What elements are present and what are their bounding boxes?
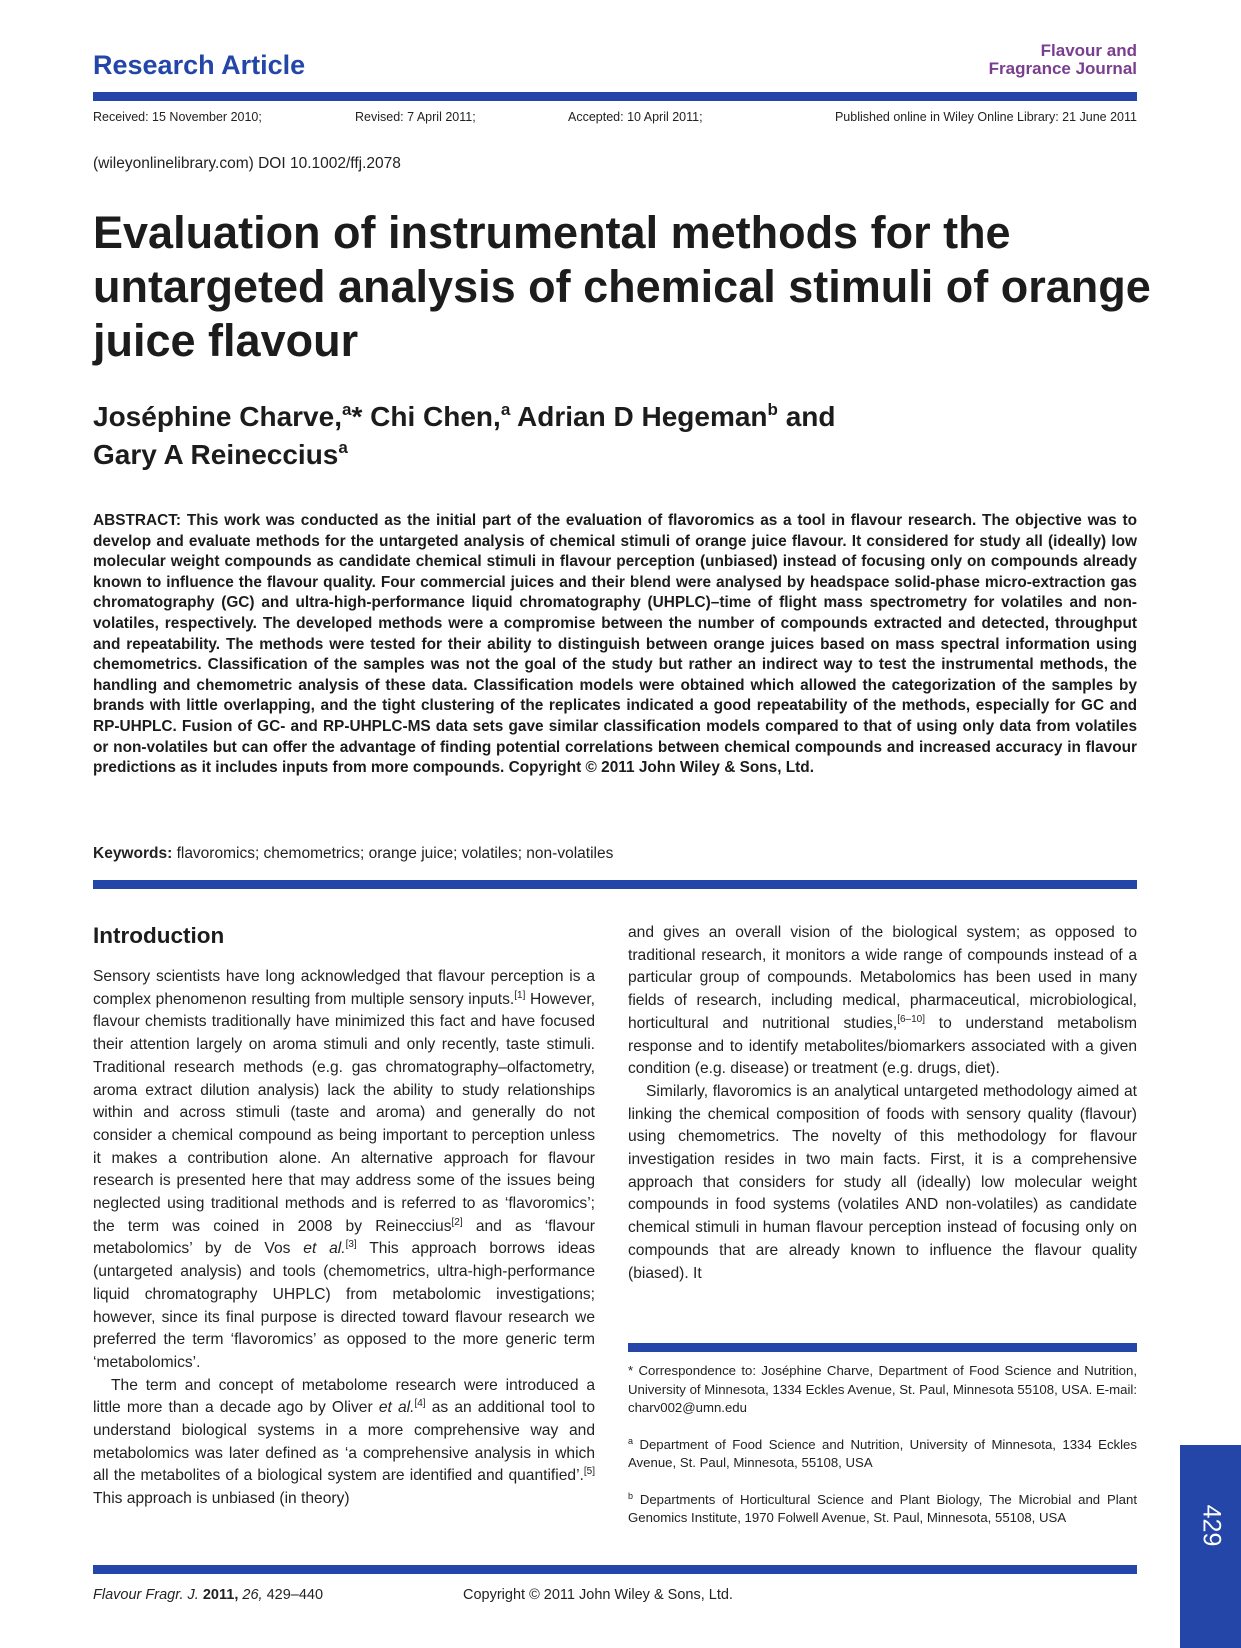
body-column-left [93, 966, 595, 1511]
paragraph: Similarly, flavoromics is an analytical untargeted methodology aimed at linking the chemical composition of foods with sensory quality (flavour) using chemometrics. The novelty of this methodology for flavour investigation resides in two main facts. First, it is a comprehensive approach that considers for study all (ideally) low molecular weight compounds in food systems (volatiles AND non-volatiles) as candidate chemical stimuli in human flavour perception instead of focusing only on compounds that are already known to influence the flavour quality (biased). It [628, 1082, 1137, 1282]
accepted-date: Accepted: 10 April 2011; [568, 110, 703, 124]
received-date: Received: 15 November 2010; [93, 110, 262, 124]
article-title: Evaluation of instrumental methods for the untargeted analysis of chemical stimuli of orange juice flavour [93, 207, 1151, 366]
citation-ref[interactable]: [3] [345, 1239, 357, 1251]
revised-date: Revised: 7 April 2011; [355, 110, 476, 124]
author-name: Adrian D Hegeman [517, 401, 768, 432]
journal-logo-line2: Fragrance Journal [988, 59, 1137, 78]
affiliation-mark: a [500, 400, 511, 419]
paragraph: Sensory scientists have long acknowledged that flavour perception is a complex phenomenon resulting from multiple sensory inputs.[1] However, flavour chemists traditionally have minimized this fact and have focused their attention largely on aroma stimuli and only recently, taste stimuli. Traditional research methods (e.g. gas chromatography–olfactometry, aroma extract dilution analysis) lack the ability to study relationships within and across stimuli (taste and aroma) and generally do not consider a chemical compound as being important to perception unless it makes a contribution alone. An alternative approach for flavour research is presented here that may address some of the issues being neglected using traditional methods and is referred to as ‘flavoromics’; the term was coined in 2008 by Reineccius[2] and as ‘flavour metabolomics’ by de Vos et al.[3] This approach borrows ideas (untargeted analysis) and tools (chemometrics, ultra-high-performance liquid chromatography UHPLC) from metabolomic investigations; however, since its final purpose is directed toward flavour research we preferred the term ‘flavoromics’ as opposed to the more generic term ‘metabolomics’. [93, 968, 595, 1371]
journal-logo-line1: Flavour and [1040, 41, 1137, 60]
header-rule [93, 92, 1137, 101]
footnote-affiliation-b: $^b$ Departments of Horticultural Science and Plant Biology, The Microbial and Plant Genomics Institute, 1970 Folwell Avenue, St. Paul, Minnesota, 55108, USA [628, 1490, 1137, 1525]
corresponding-mark: * [351, 401, 363, 432]
citation-ref[interactable]: [5] [583, 1466, 595, 1478]
article-type-label: Research Article [93, 50, 306, 80]
citation-ref[interactable]: [2] [451, 1216, 463, 1228]
journal-logo [989, 42, 1137, 78]
author-conjunction: and [785, 401, 836, 432]
citation-ref[interactable]: [6–10] [897, 1013, 926, 1025]
footnote-rule [628, 1343, 1137, 1352]
paragraph: The term and concept of metabolome research were introduced a little more than a decade ago by Oliver et al.[4] as an additional tool to understand biological systems in a more comprehensive way and metabolomics was later defined as ‘a comprehensive analysis in which all the metabolites of a biological system are identified and quantified’.[5] This approach is unbiased (in theory) [93, 1376, 596, 1508]
author-list [93, 398, 1053, 474]
keywords-list: flavoromics; chemometrics; orange juice; volatiles; non-volatiles [176, 845, 614, 862]
body-column-right [628, 922, 1137, 1285]
paragraph: and gives an overall vision of the biological system; as opposed to traditional research, it monitors a wide range of compounds instead of a particular group of compounds. Metabolomics has been used in many fields of research, including medical, pharmaceutical, microbiological, horticultural and nutritional studies,[6–10] to understand metabolism response and to identify metabolites/biomarkers associated with a given condition (e.g. disease) or treatment (e.g. drugs, diet). [628, 924, 1137, 1078]
citation-ref[interactable]: [4] [414, 1398, 426, 1410]
affiliation-mark: b [767, 400, 778, 419]
section-heading-introduction: Introduction [93, 923, 225, 948]
citation-ref[interactable]: [1] [514, 989, 526, 1001]
doi-line: (wileyonlinelibrary.com) DOI 10.1002/ffj.2078 [93, 155, 401, 172]
page-number: 429 [1197, 1504, 1225, 1546]
author-name: Chi Chen, [370, 401, 501, 432]
affiliation-mark: a [338, 438, 348, 457]
author-name: Joséphine Charve, [93, 401, 342, 432]
author-name: Gary A Reineccius [93, 439, 339, 470]
footnote-affiliation-a: $^a$ Department of Food Science and Nutrition, University of Minnesota, 1334 Eckles Avenue, St. Paul, Minnesota, 55108, USA [628, 1435, 1137, 1470]
footer-rule [93, 1565, 1137, 1574]
affiliation-mark: a [341, 400, 352, 419]
footnote-correspondence: * Correspondence to: Joséphine Charve, Department of Food Science and Nutrition, University of Minnesota, 1334 Eckles Avenue, St. Paul, Minnesota 55108, USA. E-mail: charv002@umn.edu [628, 1363, 1137, 1415]
keywords-label: Keywords: [93, 845, 173, 862]
published-date: Published online in Wiley Online Library: 21 June 2011 [834, 110, 1137, 124]
abstract-rule [93, 880, 1137, 889]
copyright-line: Copyright © 2011 John Wiley & Sons, Ltd. [463, 1587, 733, 1603]
keywords [93, 845, 613, 863]
citation-line: Flavour Fragr. J. 2011, 26, 429–440 [93, 1587, 324, 1603]
footnotes [628, 1362, 1137, 1546]
abstract: ABSTRACT: This work was conducted as the initial part of the evaluation of flavoromics as a tool in flavour research. The objective was to develop and evaluate methods for the untargeted analysis of chemical stimuli of orange juice flavour. It considered for study all (ideally) low molecular weight compounds as candidate chemical stimuli in flavour perception (unbiased) instead of focusing only on compounds already known to influence the flavour quality. Four commercial juices and their blend were analysed by headspace solid-phase micro-extraction gas chromatography (GC) and ultra-high-performance liquid chromatography (UHPLC)–time of flight mass spectrometry for volatiles and non-volatiles, respectively. The developed methods were a compromise between the number of compounds extracted and detected, throughput and repeatability. The methods were tested for their ability to distinguish between orange juices based on mass spectral information using chemometrics. Classification of the samples was not the goal of the study but rather an indirect way to test the instrumental methods, the handling and chemometric analysis of these data. Classification models were obtained which allowed the categorization of the samples by brands with little overlapping, and the tight clustering of the replicates indicated a good repeatability of the methods, especially for GC and RP-UHPLC. Fusion of GC- and RP-UHPLC-MS data sets gave similar classification models compared to that of using only data from volatiles or non-volatiles but can offer the advantage of finding potential correlations between chemical compounds and increased accuracy in flavour predictions as it includes inputs from more compounds. Copyright © 2011 John Wiley & Sons, Ltd. [93, 512, 1137, 777]
